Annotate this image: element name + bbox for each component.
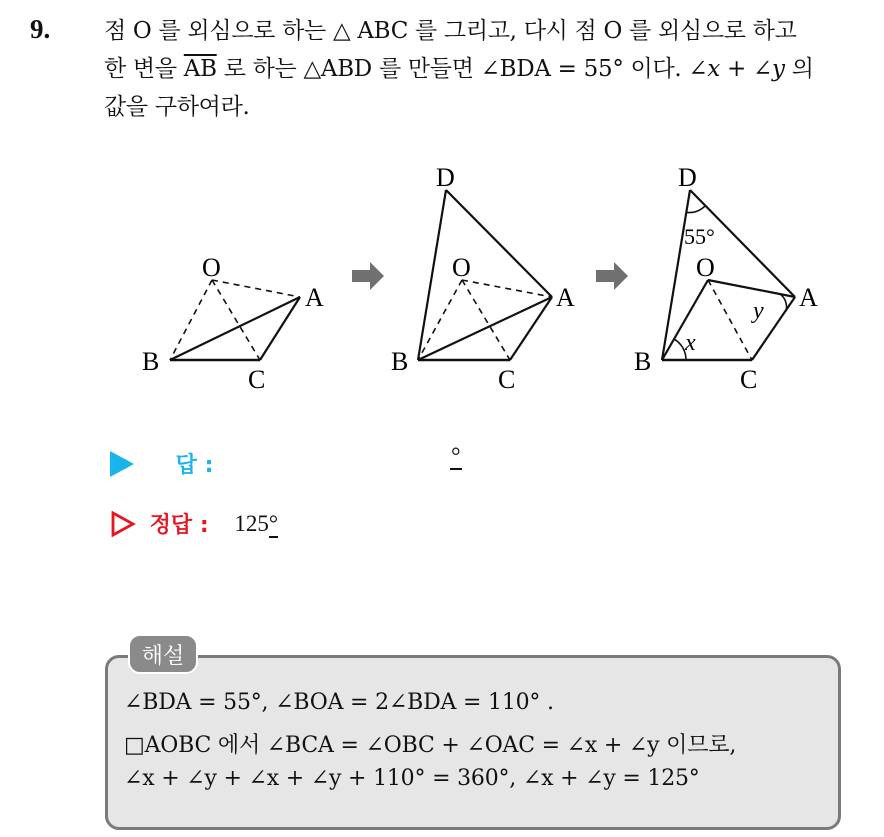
question-number: 9. xyxy=(30,14,51,44)
fig2-label-a: A xyxy=(556,283,575,312)
segment-ab: $\overline{AB}$ xyxy=(183,56,217,82)
variable-x: x xyxy=(707,56,721,82)
fig1-label-c: C xyxy=(248,365,266,394)
fig1-label-b: B xyxy=(142,347,160,376)
geometry-figure xyxy=(0,150,884,400)
fig3-label-y: y xyxy=(753,298,764,324)
answer-row xyxy=(110,448,213,479)
fig2-label-c: C xyxy=(498,365,516,394)
correct-answer-value xyxy=(234,511,278,536)
solution-line-1: ∠BDA = 55°, ∠BOA = 2∠BDA = 110° . xyxy=(124,690,554,715)
correct-answer-unit: ° xyxy=(268,510,279,536)
correct-answer-label: 정답 : xyxy=(149,513,209,538)
fig1-label-a: A xyxy=(305,283,324,312)
fig2-label-o: O xyxy=(452,253,471,282)
solution-line-2: □AOBC 에서 ∠BCA = ∠OBC + ∠OAC = ∠x + ∠y 이므로, xyxy=(124,733,737,758)
play-triangle-icon xyxy=(110,451,134,477)
fig3-label-x: x xyxy=(685,330,696,356)
variable-y: y xyxy=(772,56,785,82)
figure-triangle-abc xyxy=(170,280,300,360)
arrow-right-icon xyxy=(596,262,628,290)
fig1-label-o: O xyxy=(202,253,221,282)
fig3-label-o: O xyxy=(696,253,715,282)
arrow-right-icon xyxy=(352,262,384,290)
correct-answer-row xyxy=(110,508,278,539)
question-line-3: 값을 구하여라. xyxy=(104,94,250,120)
fig3-angle-55: 55° xyxy=(684,224,715,249)
play-triangle-outline-icon xyxy=(110,511,136,537)
fig3-label-c: C xyxy=(740,365,758,394)
line2-suffix: 의 xyxy=(784,56,814,82)
fig2-label-b: B xyxy=(391,347,409,376)
correct-answer-number: 125 xyxy=(234,510,269,536)
question-line-2 xyxy=(104,50,864,88)
line2-prefix: 한 변을 xyxy=(104,56,184,82)
line2-middle: 로 하는 △ABD 를 만들면 ∠BDA = 55° 이다. ∠ xyxy=(216,56,708,82)
plus-angle: + ∠ xyxy=(720,56,773,82)
figure-triangle-abd xyxy=(418,190,552,360)
fig3-label-d: D xyxy=(678,163,697,192)
solution-line-3: ∠x + ∠y + ∠x + ∠y + 110° = 360°, ∠x + ∠y = 125° xyxy=(124,766,700,791)
fig3-label-a: A xyxy=(799,283,818,312)
question-line-1: 점 O 를 외심으로 하는 △ ABC 를 그리고, 다시 점 O 를 외심으로 하고 xyxy=(104,18,797,44)
figure-quadrilateral-aobc xyxy=(662,190,795,360)
fig2-label-d: D xyxy=(436,163,455,192)
question-text xyxy=(104,12,864,126)
answer-input-blank[interactable]: ° xyxy=(451,444,461,470)
solution-tab: 해설 xyxy=(128,634,198,674)
fig3-label-b: B xyxy=(634,347,652,376)
answer-label: 답 : xyxy=(175,453,214,478)
